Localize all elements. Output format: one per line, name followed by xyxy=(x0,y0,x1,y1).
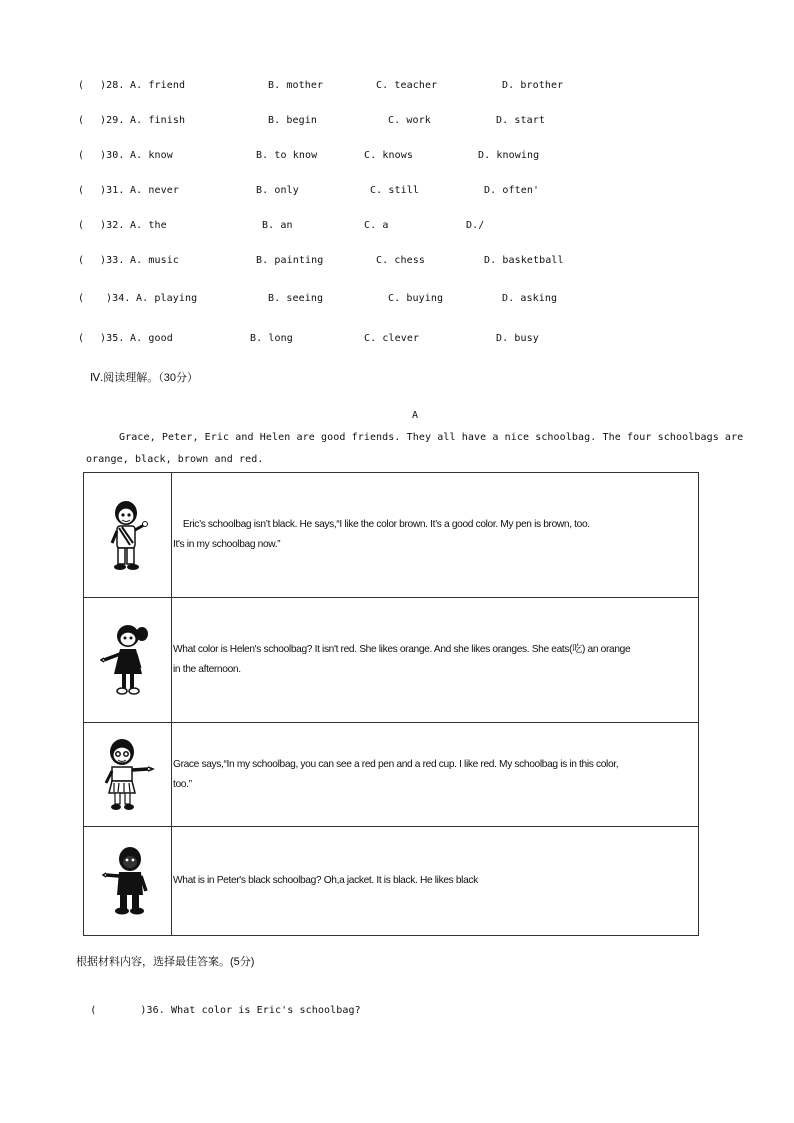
option-a: A. playing xyxy=(136,293,198,304)
option-d: D. asking xyxy=(502,293,558,304)
option-a: A. music xyxy=(130,255,179,266)
question-36-text: )36. What color is Eric's schoolbag? xyxy=(140,1005,361,1016)
description-cell xyxy=(172,827,699,936)
question-number: )31. xyxy=(100,185,125,196)
question-number: )29. xyxy=(100,115,125,126)
question-34 xyxy=(0,292,794,306)
passage-intro-line2: orange, black, brown and red. xyxy=(86,454,264,465)
instruction-text: 根据材料内容，选择最佳答案。(5分) xyxy=(76,956,255,968)
answer-paren: ( xyxy=(78,80,85,91)
answer-paren: ( xyxy=(78,115,85,126)
option-a: A. the xyxy=(130,220,167,231)
picture-cell xyxy=(84,723,172,827)
girl-cartoon-icon xyxy=(100,622,156,698)
table-row xyxy=(84,827,699,936)
passage-label: A xyxy=(412,410,419,421)
question-36 xyxy=(78,994,361,1016)
description-cell xyxy=(172,723,699,827)
option-a: A. good xyxy=(130,333,173,344)
option-c: C. teacher xyxy=(376,80,438,91)
question-33 xyxy=(0,254,794,268)
description-line: Eric’s schoolbag isn’t black. He says,“I like the color brown. It’s a good color. My pen is brown, too. xyxy=(173,519,590,530)
question-number: )33. xyxy=(100,255,125,266)
answer-paren: ( xyxy=(78,220,85,231)
description-cell xyxy=(172,598,699,723)
question-number: )35. xyxy=(100,333,125,344)
option-d: D. often' xyxy=(484,185,540,196)
option-c: C. knows xyxy=(364,150,413,161)
table-row xyxy=(84,723,699,827)
picture-cell xyxy=(84,598,172,723)
question-number: )30. xyxy=(100,150,125,161)
description-line: It's in my schoolbag now.” xyxy=(173,539,281,550)
description-line: Grace says,“In my schoolbag, you can see a red pen and a red cup. I like red. My schoolbag is in this color, xyxy=(173,758,619,770)
option-a: A. know xyxy=(130,150,173,161)
question-32 xyxy=(0,219,794,233)
answer-paren: ( xyxy=(78,150,85,161)
character-table xyxy=(83,472,699,936)
question-31 xyxy=(0,184,794,198)
passage-intro-line1: Grace, Peter, Eric and Helen are good friends. They all have a nice schoolbag. The four schoolbags are xyxy=(119,432,744,443)
answer-paren: ( xyxy=(78,333,85,344)
option-b: B. to know xyxy=(256,150,318,161)
option-d: D. basketball xyxy=(484,255,564,266)
boy-cartoon-icon xyxy=(106,497,150,573)
option-b: B. an xyxy=(262,220,293,231)
description-cell xyxy=(172,473,699,598)
picture-cell xyxy=(84,827,172,936)
option-d: D. brother xyxy=(502,80,564,91)
option-b: B. seeing xyxy=(268,293,324,304)
option-d: D. busy xyxy=(496,333,539,344)
description-line: too.” xyxy=(173,778,192,790)
option-a: A. finish xyxy=(130,115,186,126)
option-b: B. begin xyxy=(268,115,317,126)
option-b: B. painting xyxy=(256,255,324,266)
option-c: C. a xyxy=(364,220,389,231)
description-line: What is in Peter's black schoolbag? Oh,a jacket. It is black. He likes black xyxy=(173,875,478,886)
option-d: D. knowing xyxy=(478,150,540,161)
description-line: What color is Helen's schoolbag? It isn't red. She likes orange. And she likes oranges. She eats(吃) an orange xyxy=(173,644,631,655)
option-d: D. start xyxy=(496,115,545,126)
answer-paren: ( xyxy=(78,255,85,266)
question-28 xyxy=(0,79,794,93)
section-title: Ⅳ.阅读理解。（30分） xyxy=(90,372,198,384)
table-row xyxy=(84,598,699,723)
table-row xyxy=(84,473,699,598)
option-c: C. work xyxy=(388,115,431,126)
option-c: C. chess xyxy=(376,255,425,266)
girl-pointing-cartoon-icon xyxy=(100,737,156,813)
option-a: A. never xyxy=(130,185,179,196)
option-c: C. buying xyxy=(388,293,444,304)
boy-silhouette-cartoon-icon xyxy=(102,845,154,917)
option-c: C. still xyxy=(370,185,419,196)
option-b: B. long xyxy=(250,333,293,344)
option-b: B. mother xyxy=(268,80,324,91)
picture-cell xyxy=(84,473,172,598)
option-d: D./ xyxy=(466,220,485,231)
question-30 xyxy=(0,149,794,163)
question-35 xyxy=(0,332,794,346)
question-number: )34. xyxy=(106,293,131,304)
question-number: )28. xyxy=(100,80,125,91)
question-29 xyxy=(0,114,794,128)
question-number: )32. xyxy=(100,220,125,231)
answer-paren: ( xyxy=(78,293,85,304)
answer-paren: ( xyxy=(90,1005,97,1016)
option-a: A. friend xyxy=(130,80,186,91)
answer-paren: ( xyxy=(78,185,85,196)
description-line: in the afternoon. xyxy=(173,664,241,675)
option-b: B. only xyxy=(256,185,299,196)
option-c: C. clever xyxy=(364,333,420,344)
